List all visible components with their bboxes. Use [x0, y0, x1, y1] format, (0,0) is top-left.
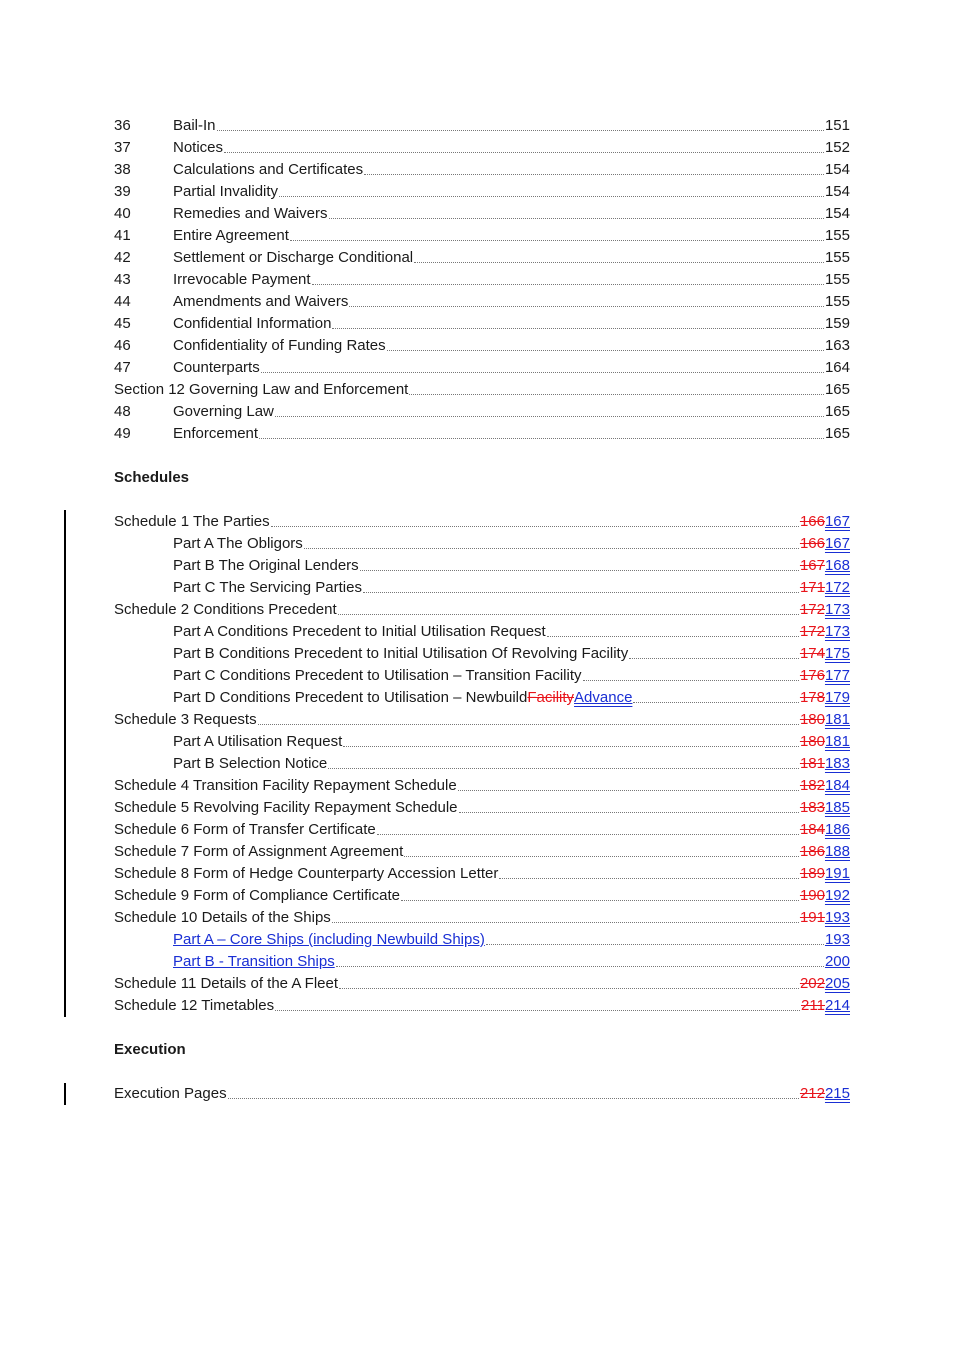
entry-title: Part D Conditions Precedent to Utilisation – Newbuild	[173, 689, 528, 706]
toc-entry[interactable]	[114, 533, 850, 555]
page-number[interactable]: 163	[824, 337, 850, 354]
entry-title: Schedule 4 Transition Facility Repayment Schedule	[114, 777, 457, 794]
toc-entry[interactable]	[114, 247, 850, 269]
entry-title: Schedule 5 Revolving Facility Repayment Schedule	[114, 799, 458, 816]
page-number[interactable]: 154	[824, 205, 850, 222]
entry-title: Partial Invalidity	[173, 183, 279, 200]
entry-title: Schedule 7 Form of Assignment Agreement	[114, 843, 404, 860]
dot-leader	[338, 614, 799, 615]
dot-leader	[499, 878, 799, 879]
entry-number: 49	[114, 425, 131, 442]
inserted-page-number[interactable]: 183	[824, 755, 850, 772]
entry-number: 36	[114, 117, 131, 134]
dot-leader	[547, 636, 799, 637]
deleted-page-number: 178	[799, 689, 825, 706]
dot-leader	[349, 306, 824, 307]
entry-title: Part A The Obligors	[173, 535, 303, 552]
entry-title: Confidential Information	[173, 315, 332, 332]
inserted-page-number[interactable]: 205	[824, 975, 850, 992]
toc-entry[interactable]	[114, 555, 850, 577]
toc-entry[interactable]	[114, 159, 850, 181]
toc-entry[interactable]	[114, 819, 850, 841]
dot-leader	[228, 1098, 799, 1099]
toc-entry[interactable]	[114, 621, 850, 643]
change-bar	[64, 510, 66, 1017]
toc-entry[interactable]	[114, 709, 850, 731]
dot-leader	[332, 328, 824, 329]
inserted-page-number[interactable]: 175	[824, 645, 850, 662]
toc-entry[interactable]	[114, 665, 850, 687]
deleted-page-number: 167	[799, 557, 825, 574]
toc-entry[interactable]	[114, 401, 850, 423]
deleted-page-number: 180	[799, 711, 825, 728]
deleted-page-number: 166	[799, 513, 825, 530]
entry-title: Confidentiality of Funding Rates	[173, 337, 386, 354]
inserted-page-number[interactable]: 215	[824, 1085, 850, 1102]
dot-leader	[275, 1010, 800, 1011]
toc-entry[interactable]	[114, 137, 850, 159]
page-number[interactable]: 164	[824, 359, 850, 376]
deleted-page-number: 202	[799, 975, 825, 992]
entry-number: 47	[114, 359, 131, 376]
entry-title: Amendments and Waivers	[173, 293, 349, 310]
deleted-text: Facility	[527, 689, 575, 706]
dot-leader	[329, 218, 824, 219]
toc-entry[interactable]	[114, 577, 850, 599]
dot-leader	[328, 768, 799, 769]
dot-leader	[275, 416, 824, 417]
dot-leader	[290, 240, 824, 241]
deleted-page-number: 211	[801, 997, 825, 1014]
inserted-page-number[interactable]: 181	[824, 733, 850, 750]
deleted-page-number: 176	[799, 667, 825, 684]
inserted-text: Advance	[574, 689, 633, 706]
deleted-page-number: 191	[799, 909, 825, 926]
inserted-page-number[interactable]: 168	[824, 557, 850, 574]
toc-entry[interactable]	[114, 203, 850, 225]
page-number[interactable]: 155	[824, 293, 850, 310]
inserted-page-number[interactable]: 173	[824, 601, 850, 618]
toc-entry[interactable]	[114, 291, 850, 313]
dot-leader	[401, 900, 799, 901]
deleted-page-number: 166	[799, 535, 825, 552]
entry-title: Schedule 9 Form of Compliance Certificate	[114, 887, 400, 904]
page-number[interactable]: 159	[824, 315, 850, 332]
entry-title: Remedies and Waivers	[173, 205, 328, 222]
toc-entry[interactable]	[114, 753, 850, 775]
page-number[interactable]: 152	[824, 139, 850, 156]
inserted-page-number[interactable]: 173	[824, 623, 850, 640]
page-number[interactable]: 155	[824, 271, 850, 288]
toc-entry[interactable]	[114, 995, 850, 1017]
dot-leader	[259, 438, 824, 439]
entry-title: Part A Utilisation Request	[173, 733, 343, 750]
deleted-page-number: 181	[799, 755, 825, 772]
entry-title: Schedule 1 The Parties	[114, 513, 270, 530]
toc-entry[interactable]	[114, 929, 850, 951]
entry-number: 45	[114, 315, 131, 332]
dot-leader	[583, 680, 799, 681]
inserted-page-number[interactable]: 181	[824, 711, 850, 728]
entry-title: Schedule 8 Form of Hedge Counterparty Accession Letter	[114, 865, 499, 882]
deleted-page-number: 184	[799, 821, 825, 838]
dot-leader	[336, 966, 824, 967]
entry-number: 38	[114, 161, 131, 178]
page-number[interactable]: 154	[824, 161, 850, 178]
inserted-page-number[interactable]: 185	[824, 799, 850, 816]
entry-title: Schedule 6 Form of Transfer Certificate	[114, 821, 376, 838]
contents-list	[114, 115, 850, 445]
dot-leader	[332, 922, 799, 923]
page-number[interactable]: 165	[824, 403, 850, 420]
entry-title: Schedule 2 Conditions Precedent	[114, 601, 337, 618]
dot-leader	[258, 724, 799, 725]
entry-title: Schedule 12 Timetables	[114, 997, 275, 1014]
dot-leader	[261, 372, 824, 373]
entry-title: Irrevocable Payment	[173, 271, 311, 288]
toc-entry[interactable]	[114, 225, 850, 247]
dot-leader	[279, 196, 824, 197]
deleted-page-number: 182	[799, 777, 825, 794]
entry-title: Schedule 3 Requests	[114, 711, 257, 728]
deleted-page-number: 172	[799, 623, 825, 640]
entry-title[interactable]: Part B - Transition Ships	[173, 953, 335, 970]
inserted-page-number[interactable]: 184	[824, 777, 850, 794]
entry-number: 37	[114, 139, 131, 156]
inserted-page-number[interactable]: 193	[824, 909, 850, 926]
entry-title: Execution Pages	[114, 1085, 227, 1102]
page-number[interactable]: 151	[824, 117, 850, 134]
inserted-page-number[interactable]: 188	[824, 843, 850, 860]
toc-entry[interactable]	[114, 599, 850, 621]
entry-title: Notices	[173, 139, 224, 156]
entry-title: Settlement or Discharge Conditional	[173, 249, 414, 266]
dot-leader	[271, 526, 799, 527]
entry-title: Schedule 10 Details of the Ships	[114, 909, 331, 926]
inserted-page-number[interactable]: 167	[824, 535, 850, 552]
dot-leader	[387, 350, 824, 351]
entry-number: 39	[114, 183, 131, 200]
entry-title: Part C The Servicing Parties	[173, 579, 362, 596]
table-of-contents	[114, 115, 850, 1105]
schedules-list	[114, 511, 850, 1017]
toc-entry[interactable]	[114, 973, 850, 995]
dot-leader	[360, 570, 799, 571]
dot-leader	[414, 262, 824, 263]
execution-list	[114, 1083, 850, 1105]
entry-title: Part C Conditions Precedent to Utilisation – Transition Facility	[173, 667, 582, 684]
dot-leader	[224, 152, 824, 153]
inserted-page-number[interactable]: 172	[824, 579, 850, 596]
deleted-page-number: 189	[799, 865, 825, 882]
inserted-page-number[interactable]: 200	[824, 953, 850, 970]
page-number[interactable]: 155	[824, 249, 850, 266]
entry-number: 44	[114, 293, 131, 310]
entry-title[interactable]: Part A – Core Ships (including Newbuild Ships)	[173, 931, 485, 948]
entry-title: Part B The Original Lenders	[173, 557, 359, 574]
dot-leader	[304, 548, 799, 549]
toc-entry[interactable]	[114, 687, 850, 709]
dot-leader	[459, 812, 799, 813]
toc-entry[interactable]	[114, 841, 850, 863]
entry-title: Governing Law	[173, 403, 274, 420]
dot-leader	[312, 284, 824, 285]
dot-leader	[633, 702, 799, 703]
deleted-page-number: 183	[799, 799, 825, 816]
deleted-page-number: 190	[799, 887, 825, 904]
entry-title: Counterparts	[173, 359, 260, 376]
inserted-page-number[interactable]: 193	[824, 931, 850, 948]
toc-entry[interactable]	[114, 885, 850, 907]
dot-leader	[629, 658, 799, 659]
inserted-page-number[interactable]: 192	[824, 887, 850, 904]
entry-title: Entire Agreement	[173, 227, 289, 244]
execution-heading: Execution	[114, 1041, 186, 1058]
dot-leader	[217, 130, 824, 131]
entry-title: Part A Conditions Precedent to Initial Utilisation Request	[173, 623, 546, 640]
entry-number: 42	[114, 249, 131, 266]
toc-entry[interactable]	[114, 357, 850, 379]
deleted-page-number: 174	[799, 645, 825, 662]
deleted-page-number: 172	[799, 601, 825, 618]
toc-entry[interactable]	[114, 511, 850, 533]
page-number[interactable]: 154	[824, 183, 850, 200]
dot-leader	[458, 790, 799, 791]
entry-title: Bail-In	[173, 117, 216, 134]
dot-leader	[409, 394, 824, 395]
toc-entry[interactable]	[114, 797, 850, 819]
toc-entry[interactable]	[114, 181, 850, 203]
toc-entry[interactable]	[114, 423, 850, 445]
entry-number: 41	[114, 227, 131, 244]
page-number[interactable]: 165	[824, 381, 850, 398]
entry-title: Enforcement	[173, 425, 259, 442]
entry-number: 40	[114, 205, 131, 222]
entry-title: Part B Conditions Precedent to Initial Utilisation Of Revolving Facility	[173, 645, 629, 662]
schedules-heading: Schedules	[114, 469, 190, 486]
inserted-page-number[interactable]: 186	[824, 821, 850, 838]
entry-title: Part B Selection Notice	[173, 755, 328, 772]
toc-entry[interactable]	[114, 951, 850, 973]
page-number[interactable]: 155	[824, 227, 850, 244]
dot-leader	[343, 746, 799, 747]
deleted-page-number: 212	[799, 1085, 825, 1102]
dot-leader	[486, 944, 824, 945]
dot-leader	[364, 174, 824, 175]
entry-title: Section 12 Governing Law and Enforcement	[114, 381, 409, 398]
toc-entry[interactable]	[114, 863, 850, 885]
toc-entry[interactable]	[114, 731, 850, 753]
toc-entry[interactable]	[114, 775, 850, 797]
inserted-page-number[interactable]: 177	[824, 667, 850, 684]
toc-entry[interactable]	[114, 115, 850, 137]
entry-number: 43	[114, 271, 131, 288]
entry-number: 46	[114, 337, 131, 354]
toc-entry[interactable]	[114, 313, 850, 335]
toc-entry[interactable]	[114, 907, 850, 929]
deleted-page-number: 180	[799, 733, 825, 750]
page-number[interactable]: 165	[824, 425, 850, 442]
deleted-page-number: 186	[799, 843, 825, 860]
entry-number: 48	[114, 403, 131, 420]
inserted-page-number[interactable]: 179	[824, 689, 850, 706]
toc-entry[interactable]	[114, 269, 850, 291]
dot-leader	[363, 592, 799, 593]
inserted-page-number[interactable]: 214	[824, 997, 850, 1014]
entry-title: Calculations and Certificates	[173, 161, 364, 178]
toc-entry[interactable]	[114, 379, 850, 401]
deleted-page-number: 171	[799, 579, 825, 596]
change-bar	[64, 1083, 66, 1105]
toc-entry[interactable]	[114, 335, 850, 357]
toc-entry[interactable]	[114, 643, 850, 665]
entry-title: Schedule 11 Details of the A Fleet	[114, 975, 339, 992]
dot-leader	[377, 834, 799, 835]
inserted-page-number[interactable]: 191	[824, 865, 850, 882]
inserted-page-number[interactable]: 167	[824, 513, 850, 530]
toc-entry[interactable]	[114, 1083, 850, 1105]
dot-leader	[404, 856, 799, 857]
dot-leader	[339, 988, 799, 989]
